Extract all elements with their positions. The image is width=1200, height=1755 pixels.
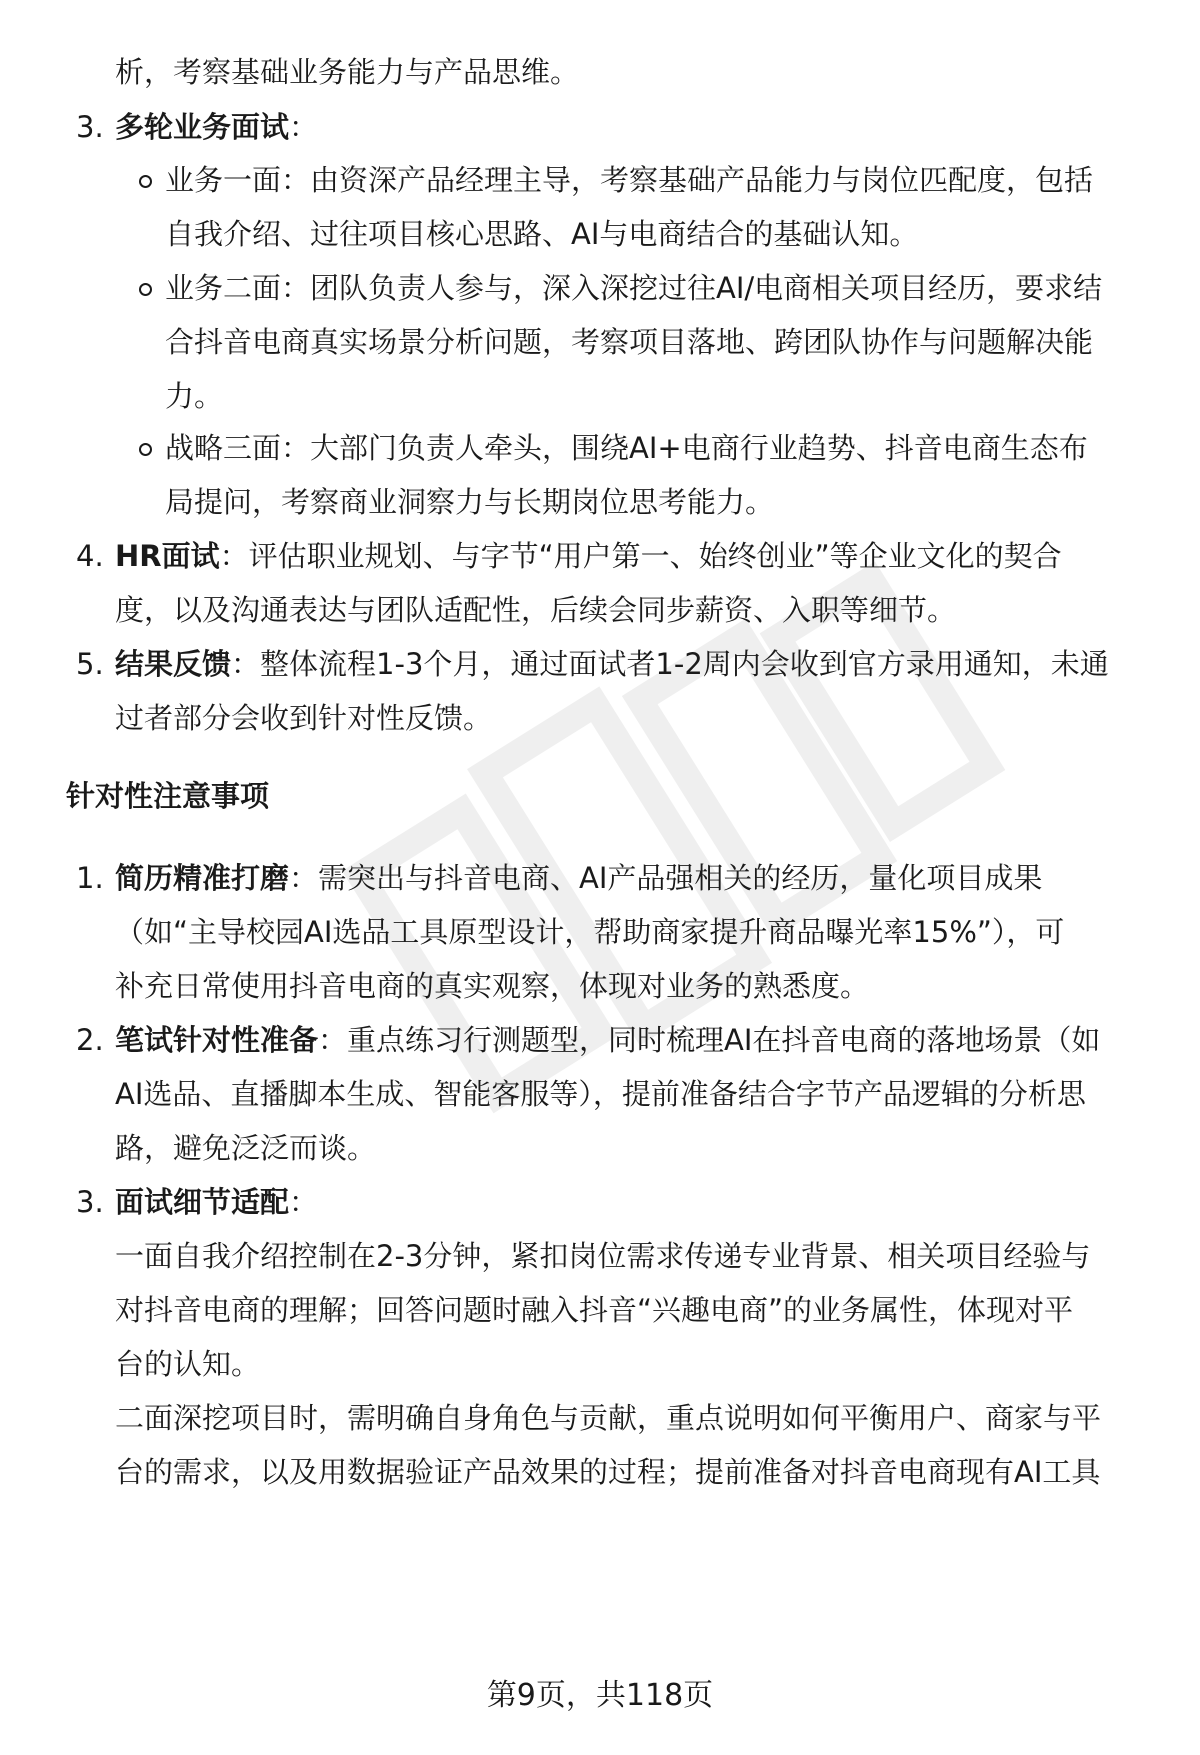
list-item-line: 过者部分会收到针对性反馈。 [115,701,493,735]
list-item-line [115,858,1042,898]
list-number: 2. [76,1023,104,1057]
sub-item-line: 战略三面：大部门负责人牵头，围绕AI+电商行业趋势、抖音电商生态布 [165,431,1088,465]
list-number: 5. [76,647,104,681]
list-item-line: 路，避免泛泛而谈。 [115,1131,377,1165]
list-number: 3. [76,110,104,144]
colon: ： [219,539,249,573]
list-item-title: 结果反馈 [115,647,232,681]
list-item-title: HR面试 [115,539,220,573]
paragraph-line: 台的认知。 [115,1347,261,1381]
colon: ： [318,1023,348,1057]
list-item-line [115,536,1062,576]
colon: ： [289,861,319,895]
list-number: 4. [76,539,104,573]
list-item-line: 补充日常使用抖音电商的真实观察，体现对业务的熟悉度。 [115,969,870,1003]
sub-item-line: 力。 [165,379,224,413]
list-item-line: （如“主导校园AI选品工具原型设计，帮助商家提升商品曝光率15%”），可 [115,915,1065,949]
list-number: 1. [76,861,104,895]
list-item-heading [115,107,318,147]
list-item-title: 多轮业务面试 [115,110,290,144]
paragraph-line: 析，考察基础业务能力与产品思维。 [115,55,580,89]
bullet-icon [139,443,152,456]
colon: ： [289,110,319,144]
paragraph-line: 二面深挖项目时，需明确自身角色与贡献，重点说明如何平衡用户、商家与平 [115,1401,1102,1435]
section-heading: 针对性注意事项 [66,779,270,813]
bullet-icon [139,175,152,188]
paragraph-line: 对抖音电商的理解；回答问题时融入抖音“兴趣电商”的业务属性，体现对平 [115,1293,1074,1327]
sub-item-line: 业务二面：团队负责人参与，深入深挖过往AI/电商相关项目经历，要求结 [165,271,1103,305]
list-item-title: 面试细节适配 [115,1185,290,1219]
list-item-line: 度，以及沟通表达与团队适配性，后续会同步薪资、入职等细节。 [115,593,957,627]
sub-item-line: 业务一面：由资深产品经理主导，考察基础产品能力与岗位匹配度，包括 [165,163,1094,197]
list-item-title: 笔试针对性准备 [115,1023,319,1057]
list-item-text: 评估职业规划、与字节“用户第一、始终创业”等企业文化的契合 [248,539,1062,573]
list-item-text: 需突出与抖音电商、AI产品强相关的经历，量化项目成果 [318,861,1043,895]
list-item-line [115,644,1109,684]
list-item-line: AI选品、直播脚本生成、智能客服等），提前准备结合字节产品逻辑的分析思 [115,1077,1086,1111]
sub-item-line: 局提问，考察商业洞察力与长期岗位思考能力。 [165,485,775,519]
paragraph-line: 一面自我介绍控制在2-3分钟，紧扣岗位需求传递专业背景、相关项目经验与 [115,1239,1091,1273]
list-item-line [115,1020,1100,1060]
list-number: 3. [76,1185,104,1219]
list-item-text: 重点练习行测题型，同时梳理AI在抖音电商的落地场景（如 [347,1023,1101,1057]
sub-item-line: 自我介绍、过往项目核心思路、AI与电商结合的基础认知。 [165,217,919,251]
bullet-icon [139,283,152,296]
colon: ： [289,1185,319,1219]
list-item-text: 整体流程1-3个月，通过面试者1-2周内会收到官方录用通知，未通 [260,647,1109,681]
colon: ： [231,647,261,681]
page-number: 第9页，共118页 [486,1678,714,1713]
list-item-title: 简历精准打磨 [115,861,290,895]
sub-item-line: 合抖音电商真实场景分析问题，考察项目落地、跨团队协作与问题解决能 [165,325,1094,359]
list-item-heading [115,1182,318,1222]
paragraph-line: 台的需求，以及用数据验证产品效果的过程；提前准备对抖音电商现有AI工具 [115,1455,1101,1489]
